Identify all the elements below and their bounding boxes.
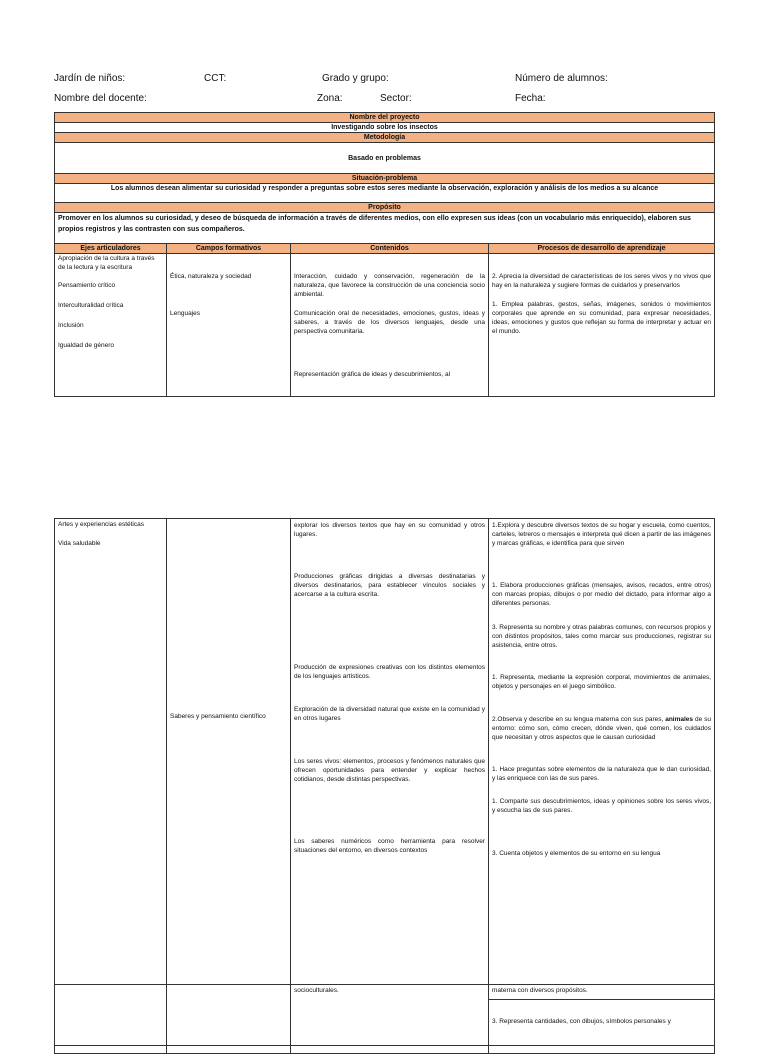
proceso-item: 3. Cuenta objetos y elementos de su entorno en su lengua <box>492 850 661 857</box>
contenido-item: Producción de expresiones creativas con los distintos elementos de los lenguajes artísticos. <box>294 664 485 680</box>
contenido-item: Representación gráfica de ideas y descubrimientos, al <box>294 371 451 378</box>
cct-label: CCT: <box>204 73 227 84</box>
metodologia-value: Basado en problemas <box>55 143 715 174</box>
proceso-item: 1. Representa, mediante la expresión corporal, movimientos de animales, objetos y personajes en el juego simbólico. <box>492 674 711 690</box>
procesos-cell <box>489 254 715 397</box>
col-campos-header: Campos formativos <box>167 244 291 254</box>
jardin-label: Jardín de niños: <box>54 73 126 84</box>
eje-item: Vida saludable <box>58 540 101 547</box>
numero-alumnos-label: Número de alumnos: <box>515 73 608 84</box>
contenidos-cell <box>291 519 489 1054</box>
proceso-item: 1. Elabora producciones gráficas (mensajes, avisos, recados, entre otros) con marcas propias, dibujos o por medio del dictado, para informar algo a diferentes personas. <box>492 582 711 607</box>
project-info-table <box>54 112 715 397</box>
metodologia-header: Metodología <box>55 133 715 143</box>
situacion-header: Situación-problema <box>55 174 715 184</box>
fecha-label: Fecha: <box>515 93 546 104</box>
nombre-proyecto-header: Nombre del proyecto <box>55 113 715 123</box>
proceso-item: 2. Aprecia la diversidad de características de los seres vivos y no vivos que hay en la naturaleza y sugiere formas de cuidarlos y preservarlos <box>492 273 712 289</box>
contenido-item: Interacción, cuidado y conservación, regeneración de la naturaleza, que favorece la construcción de una conciencia socio ambiental. <box>294 273 485 298</box>
proceso-item: 3. Representa su nombre y otras palabras comunes, con recursos propios y con distintos propósitos, tales como marcar sus producciones, registrar su asistencia, entre otros. <box>492 624 711 649</box>
situacion-value: Los alumnos desean alimentar su curiosidad y responder a preguntas sobre estos seres mediante la observación, exploración y análisis de los medios a su alcance <box>55 184 715 203</box>
contenidos-cell <box>291 254 489 397</box>
contenido-item: Comunicación oral de necesidades, emociones, gustos, ideas y saberes, a través de los diversos lenguajes, desde una perspectiva comunitaria. <box>294 310 485 335</box>
ejes-cell <box>55 519 167 1054</box>
ejes-cell <box>55 254 167 397</box>
ejes-cell <box>55 985 167 1046</box>
proposito-header: Propósito <box>55 203 715 213</box>
procesos-cell <box>489 519 715 1054</box>
zona-label: Zona: <box>317 93 343 104</box>
continuation-table <box>54 518 715 1054</box>
campos-cell <box>167 985 291 1046</box>
contenido-item: Los saberes numéricos como herramienta para resolver situaciones del entorno, en diversos contextos <box>294 838 485 854</box>
proceso-text: 2.Observa y describe en su lengua materna con sus pares, <box>492 716 666 723</box>
campos-cell <box>167 254 291 397</box>
continuation-table-2 <box>54 984 715 1046</box>
proceso-emphasis: animales <box>665 716 694 723</box>
nombre-proyecto-value: Investigando sobre los insectos <box>55 123 715 133</box>
procesos-cell <box>489 985 715 1046</box>
proceso-item <box>492 715 711 742</box>
proceso-text: de su entorno: cómo son, cómo crecen, dónde viven, qué comen, los cuidados que necesitan y otros aspectos que le causan curiosidad <box>492 716 711 741</box>
docente-label: Nombre del docente: <box>54 93 147 104</box>
contenido-item: Producciones gráficas dirigidas a diversas destinatarias y diversos destinatarios, para establecer vínculos sociales y acercarse a la cultura escrita. <box>294 573 485 598</box>
proceso-item: 1. Hace preguntas sobre elementos de la naturaleza que le dan curiosidad, y las enriquece con las de sus pares. <box>492 766 711 782</box>
contenido-item: Exploración de la diversidad natural que existe en la comunidad y en otros lugares <box>294 706 485 722</box>
proceso-item: materna con diversos propósitos. <box>492 987 588 994</box>
proceso-item: 1. Emplea palabras, gestos, señas, imágenes, sonidos o movimientos corporales que aprende en su comunidad, para expresar necesidades, ideas, emociones y gustos que reflejan su forma de interpretar y actuar en el mundo. <box>492 301 712 335</box>
campos-cell <box>167 519 291 1054</box>
col-ejes-header: Ejes articuladores <box>55 244 167 254</box>
eje-item: Apropiación de la cultura a través de la lectura y la escritura <box>58 255 155 271</box>
proceso-item: 3. Representa cantidades, con dibujos, símbolos personales y <box>492 1018 671 1025</box>
contenido-item: explorar los diversos textos que hay en su comunidad y otros lugares. <box>294 522 485 538</box>
eje-item: Inclusión <box>58 322 84 329</box>
campo-item: Ética, naturaleza y sociedad <box>170 273 252 280</box>
col-procesos-header: Procesos de desarrollo de aprendizaje <box>489 244 715 254</box>
proceso-item: 1.Explora y descubre diversos textos de su hogar y escuela, como cuentos, carteles, letreros o mensajes e interpreta qué dicen a partir de las imágenes y marcas gráficas, e identifica para que sirven <box>492 522 711 547</box>
eje-item: Pensamiento crítico <box>58 282 116 289</box>
eje-item: Artes y experiencias estéticas <box>58 521 144 528</box>
contenido-item: socioculturales. <box>294 987 339 994</box>
proposito-value: Promover en los alumnos su curiosidad, y deseo de búsqueda de información a través de diferentes medios, con ello expresen sus ideas (con un vocabulario más enriquecido), elaboren sus propios registros y las contrasten con sus compañeros. <box>55 213 715 244</box>
eje-item: Interculturalidad crítica <box>58 302 124 309</box>
eje-item: Igualdad de género <box>58 342 115 349</box>
col-contenidos-header: Contenidos <box>291 244 489 254</box>
campo-item: Lenguajes <box>170 310 200 317</box>
grado-label: Grado y grupo: <box>322 73 389 84</box>
campo-item: Saberes y pensamiento científico <box>170 713 266 720</box>
proceso-item: 1. Comparte sus descubrimientos, ideas y opiniones sobre los seres vivos, y escucha las de sus pares. <box>492 798 711 814</box>
contenido-item: Los seres vivos: elementos, procesos y fenómenos naturales que ofrecen oportunidades para entender y explicar hechos cotidianos, desde distintas perspectivas. <box>294 758 485 783</box>
contenidos-cell <box>291 985 489 1046</box>
sector-label: Sector: <box>380 93 412 104</box>
